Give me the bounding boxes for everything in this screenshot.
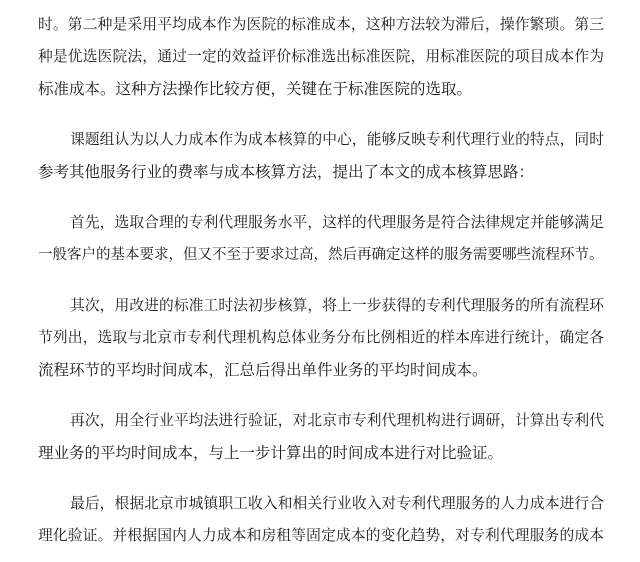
text-line: 课题组认为以人力成本作为成本核算的中心，能够反映专利代理行业的特点，同时 xyxy=(70,131,604,148)
text-line: 参考其他服务行业的费率与成本核算方法，提出了本文的成本核算思路： xyxy=(38,163,535,181)
text-line: 时。第二种是采用平均成本作为医院的标准成本，这种方法较为滞后，操作繁琐。第三 xyxy=(38,16,604,33)
text-line: 理化验证。并根据国内人力成本和房租等固定成本的变化趋势，对专利代理服务的成本 xyxy=(38,527,604,544)
text-line: 一般客户的基本要求，但又不至于要求过高，然后再确定这样的服务需要哪些流程环节。 xyxy=(38,247,604,263)
text-line: 其次，用改进的标准工时法初步核算，将上一步获得的专利代理服务的所有流程环 xyxy=(70,297,604,314)
text-line: 节列出，选取与北京市专利代理机构总体业务分布比例相近的样本库进行统计，确定各 xyxy=(38,329,604,346)
text-line: 首先，选取合理的专利代理服务水平，这样的代理服务是符合法律规定并能够满足 xyxy=(70,214,604,231)
text-line: 标准成本。这种方法操作比较方便，关键在于标准医院的选取。 xyxy=(38,80,473,98)
text-line: 理业务的平均时间成本，与上一步计算出的时间成本进行对比验证。 xyxy=(38,444,504,462)
text-line: 再次，用全行业平均法进行验证，对北京市专利代理机构进行调研，计算出专利代 xyxy=(70,412,604,429)
text-line: 流程环节的平均时间成本，汇总后得出单件业务的平均时间成本。 xyxy=(38,361,488,379)
text-line: 最后，根据北京市城镇职工收入和相关行业收入对专利代理服务的人力成本进行合 xyxy=(70,495,604,512)
text-line: 种是优选医院法，通过一定的效益评价标准选出标准医院，用标准医院的项目成本作为 xyxy=(38,48,604,65)
